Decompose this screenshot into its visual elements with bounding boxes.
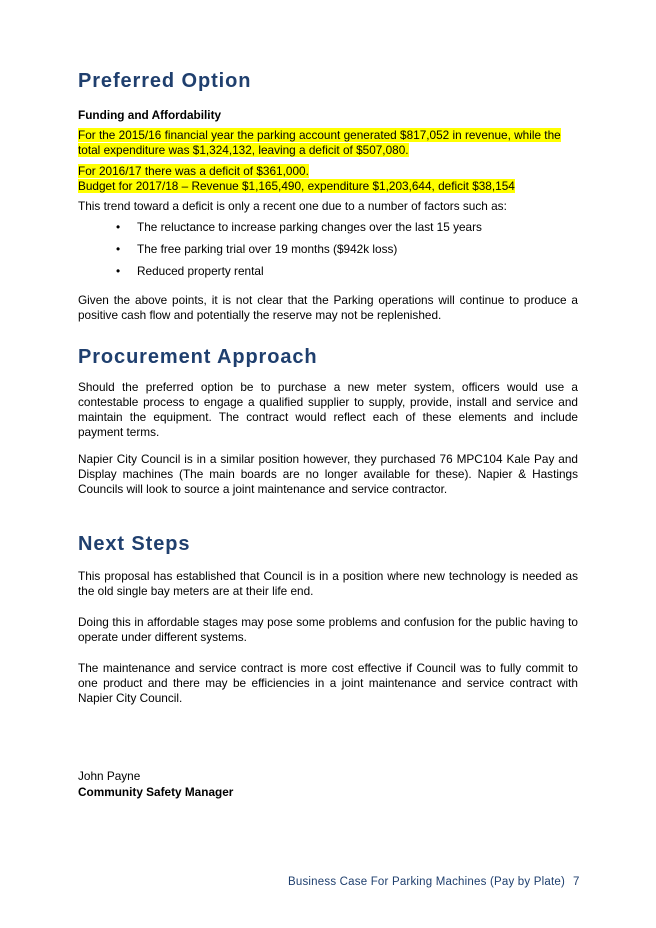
next-paragraph-3: The maintenance and service contract is more cost effective if Council was to fully commit to one product and there may be efficiencies in a joint maintenance and service contract with Napier City Council.	[78, 661, 578, 705]
bullet-icon: •	[116, 220, 121, 234]
highlight-deficit-line1: For 2016/17 there was a deficit of $361,000.	[78, 164, 309, 178]
signature-name: John Payne	[78, 769, 141, 783]
heading-next-steps: Next Steps	[78, 533, 191, 555]
heading-preferred-option: Preferred Option	[78, 70, 252, 92]
procurement-paragraph-2: Napier City Council is in a similar position however, they purchased 76 MPC104 Kale Pay and Display machines (The main boards are no longer available for these). Napier & Hastings Councils will look to source a joint maintenance and service contractor.	[78, 452, 578, 496]
bullet-icon: •	[116, 264, 121, 278]
conclusion-paragraph: Given the above points, it is not clear that the Parking operations will continue to produce a positive cash flow and potentially the reserve may not be replenished.	[78, 293, 578, 322]
next-paragraph-1: This proposal has established that Council is in a position where new technology is needed as the old single bay meters are at their life end.	[78, 569, 578, 598]
factors-list	[78, 220, 578, 286]
next-paragraph-2: Doing this in affordable stages may pose some problems and confusion for the public having to operate under different systems.	[78, 615, 578, 644]
signature-title: Community Safety Manager	[78, 785, 234, 799]
highlight-revenue-line2: total expenditure was $1,324,132, leaving a deficit of $507,080.	[78, 143, 409, 157]
list-item: • The free parking trial over 19 months ($942k loss)	[116, 242, 398, 256]
trend-paragraph: This trend toward a deficit is only a recent one due to a number of factors such as:	[78, 199, 507, 213]
highlight-revenue-line1: For the 2015/16 financial year the parking account generated $817,052 in revenue, while the	[78, 128, 561, 142]
procurement-paragraph-1: Should the preferred option be to purchase a new meter system, officers would use a contestable process to engage a qualified supplier to supply, provide, install and service and maintain the equipment. The contract would reflect each of these elements and include payment terms.	[78, 380, 578, 439]
page-number: 7	[572, 876, 580, 888]
bullet-icon: •	[116, 242, 121, 256]
list-item: • Reduced property rental	[116, 264, 264, 278]
subheading-funding: Funding and Affordability	[78, 108, 222, 122]
list-item: • The reluctance to increase parking changes over the last 15 years	[116, 220, 482, 234]
heading-procurement-approach: Procurement Approach	[78, 346, 318, 368]
footer-title: Business Case For Parking Machines (Pay by Plate)	[288, 876, 565, 888]
highlight-budget-line2: Budget for 2017/18 – Revenue $1,165,490, expenditure $1,203,644, deficit $38,154	[78, 179, 515, 193]
page-footer	[288, 876, 580, 888]
